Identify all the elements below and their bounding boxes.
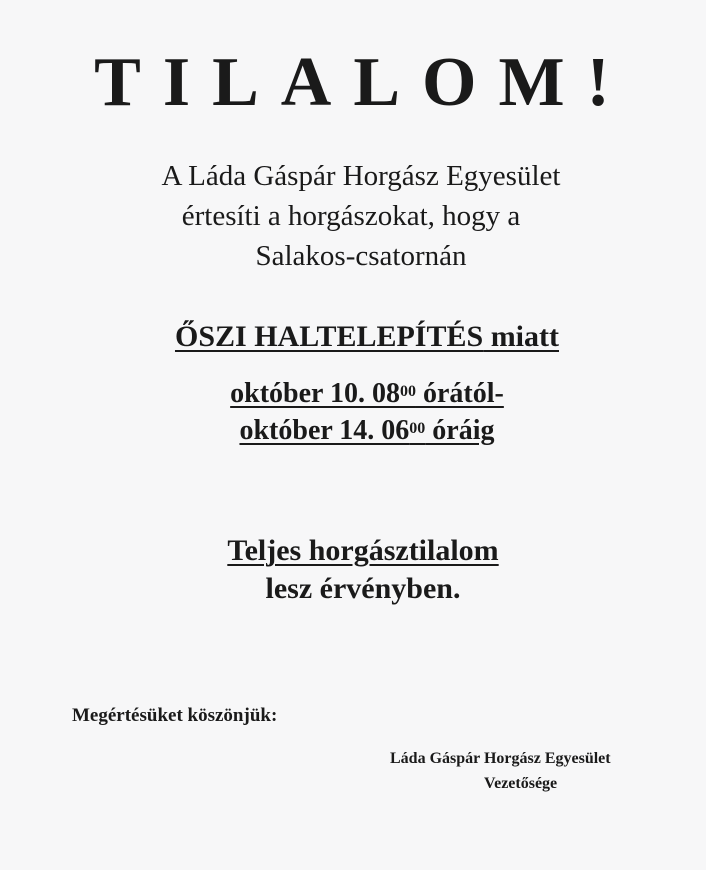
signature-organization: Láda Gáspár Horgász Egyesület (390, 750, 611, 767)
intro-line-3: Salakos-csatornán (255, 240, 467, 272)
signature-board: Vezetősége (484, 775, 558, 792)
period-to-minutes: 00 (409, 420, 426, 437)
period-to-date: október 14. 06 (239, 415, 410, 446)
intro-line-1: A Láda Gáspár Horgász Egyesület (161, 160, 561, 192)
period-from-date: október 10. 08 (230, 378, 400, 409)
intro-line-2: értesíti a horgászokat, hogy a (181, 200, 521, 232)
period-from-minutes: 00 (399, 383, 416, 400)
ban-line-2: lesz érvényben. (265, 572, 461, 605)
period-from (14, 377, 706, 411)
reason-rest: miatt (483, 320, 559, 353)
period-to-suffix: óráig (425, 415, 495, 446)
period-to (14, 414, 706, 448)
thanks-text: Megértésüket köszönjük: (72, 705, 278, 726)
ban-line-1: Teljes horgásztilalom (227, 534, 499, 567)
notice-title: TILALOM! (94, 44, 632, 121)
period-from-suffix: órától- (415, 378, 504, 409)
reason-line (14, 318, 706, 356)
reason-emphasis: ŐSZI HALTELEPÍTÉS (174, 320, 484, 353)
